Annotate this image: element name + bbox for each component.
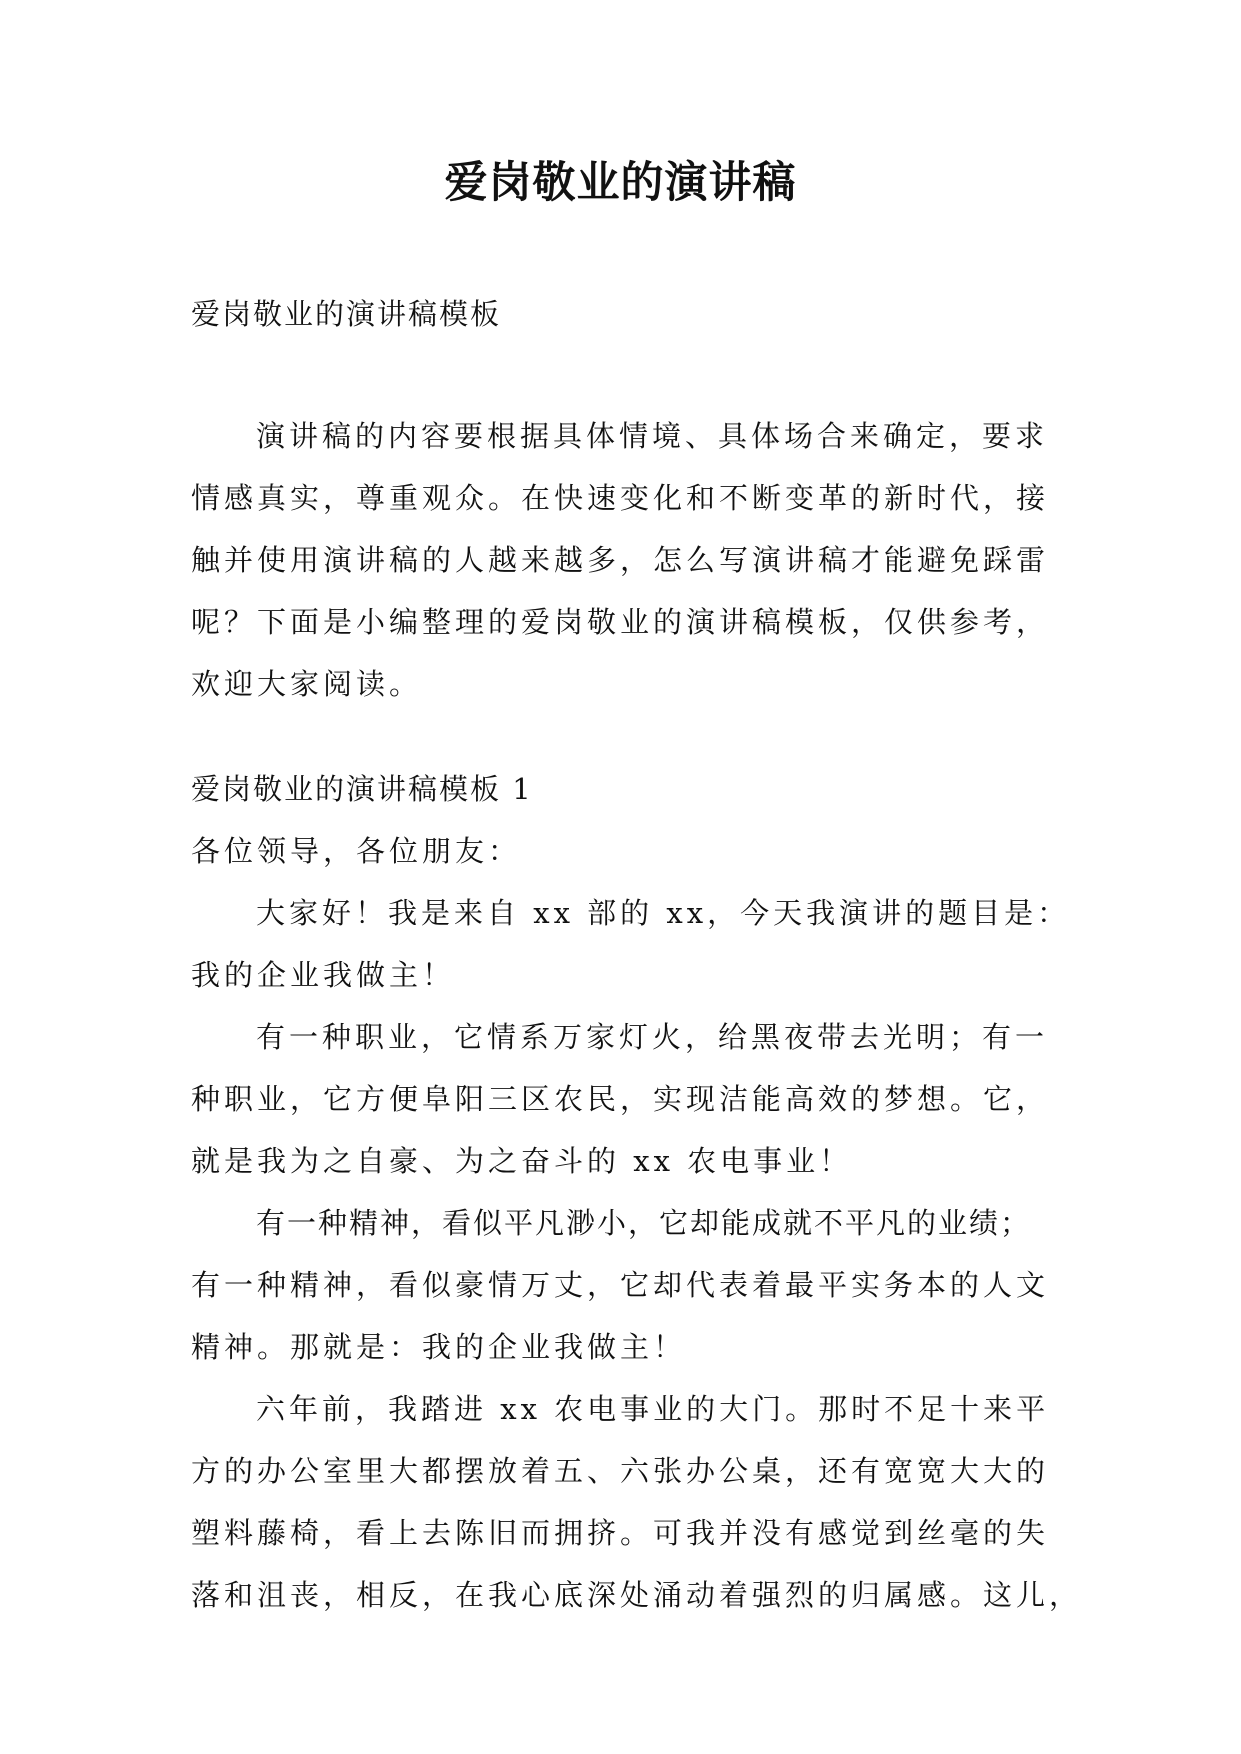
body-line: 六年前，我踏进 xx 农电事业的大门。那时不足十来平 xyxy=(256,1392,1050,1426)
document-subtitle: 爱岗敬业的演讲稿模板 xyxy=(191,297,502,331)
section-heading: 爱岗敬业的演讲稿模板 1 xyxy=(191,772,533,806)
salutation-line: 各位领导，各位朋友： xyxy=(191,834,522,868)
body-line: 落和沮丧，相反，在我心底深处涌动着强烈的归属感。这儿， xyxy=(191,1578,1083,1612)
intro-line: 呢？下面是小编整理的爱岗敬业的演讲稿模板，仅供参考， xyxy=(191,605,1050,639)
intro-line: 演讲稿的内容要根据具体情境、具体场合来确定，要求 xyxy=(256,419,1049,453)
intro-line: 情感真实，尊重观众。在快速变化和不断变革的新时代，接 xyxy=(191,481,1050,515)
intro-paragraph xyxy=(191,405,1071,715)
body-line: 有一种精神，看似平凡渺小，它却能成就不平凡的业绩； xyxy=(256,1206,1032,1240)
intro-line: 触并使用演讲稿的人越来越多，怎么写演讲稿才能避免踩雷 xyxy=(191,543,1050,577)
intro-line: 欢迎大家阅读。 xyxy=(191,667,423,701)
body-line: 就是我为之自豪、为之奋斗的 xx 农电事业！ xyxy=(191,1144,853,1178)
body-line: 有一种职业，它情系万家灯火，给黑夜带去光明；有一 xyxy=(256,1020,1049,1054)
body-line: 精神。那就是：我的企业我做主！ xyxy=(191,1330,687,1364)
body-line: 塑料藤椅，看上去陈旧而拥挤。可我并没有感觉到丝毫的失 xyxy=(191,1516,1050,1550)
body-line: 大家好！我是来自 xx 部的 xx，今天我演讲的题目是： xyxy=(256,896,1071,930)
body-line: 我的企业我做主！ xyxy=(191,958,456,992)
body-line: 方的办公室里大都摆放着五、六张办公桌，还有宽宽大大的 xyxy=(191,1454,1050,1488)
body-line: 种职业，它方便阜阳三区农民，实现洁能高效的梦想。它， xyxy=(191,1082,1050,1116)
speech-body xyxy=(191,758,1083,1626)
document-title: 爱岗敬业的演讲稿 xyxy=(444,158,797,208)
body-line: 有一种精神，看似豪情万丈，它却代表着最平实务本的人文 xyxy=(191,1268,1050,1302)
